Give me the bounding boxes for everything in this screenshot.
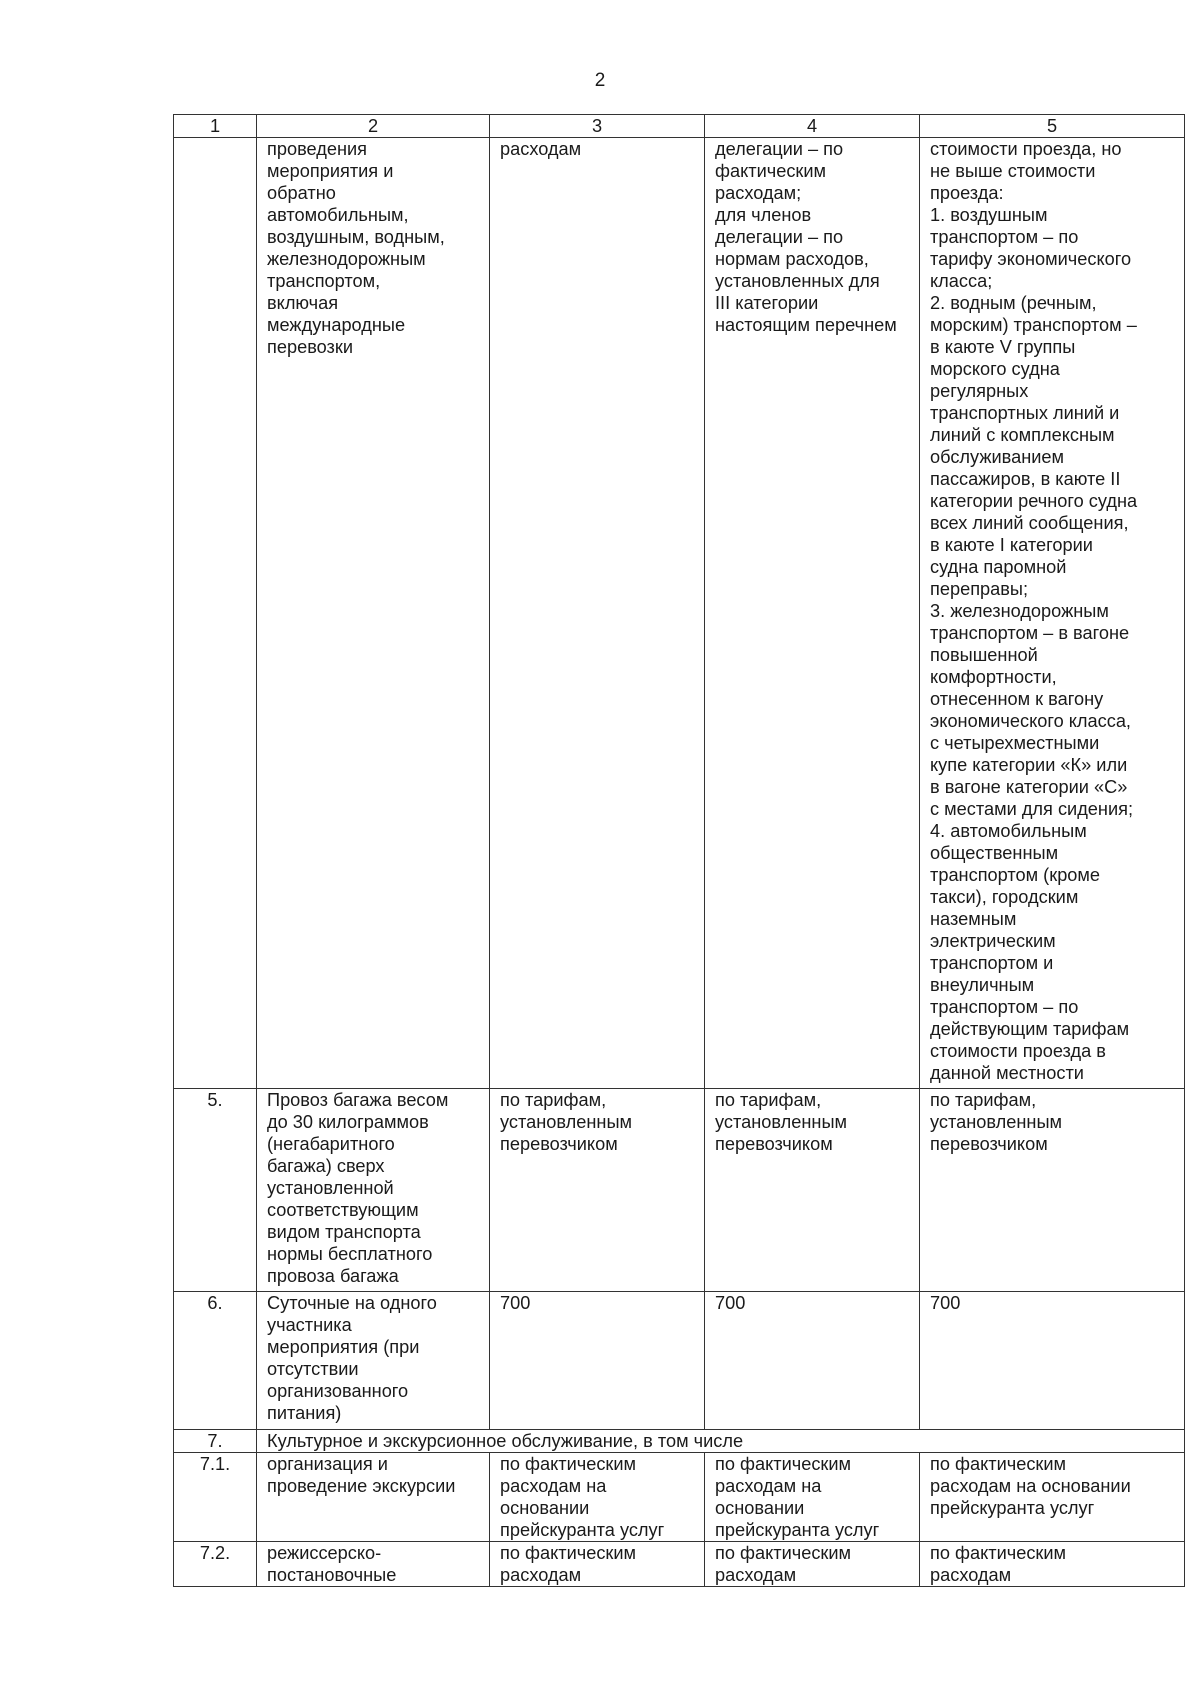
- table-row-travel-continuation: [174, 138, 1185, 1089]
- column-number-cell: 3: [490, 115, 705, 138]
- column-number-cell: 2: [257, 115, 490, 138]
- expense-norms-table: [173, 114, 1185, 1587]
- norm-cell-col4: по фактическим расходам: [705, 1542, 920, 1587]
- row-number-cell: 6.: [174, 1292, 257, 1430]
- table-row-7: [174, 1430, 1185, 1453]
- norm-cell-col5: по тарифам, установленным перевозчиком: [920, 1089, 1185, 1292]
- column-number-cell: 5: [920, 115, 1185, 138]
- row-number-cell: [174, 138, 257, 1089]
- table-row-5: [174, 1089, 1185, 1292]
- norm-cell-col4: по тарифам, установленным перевозчиком: [705, 1089, 920, 1292]
- row-number-cell: 7.1.: [174, 1453, 257, 1542]
- norm-cell-col5: 700: [920, 1292, 1185, 1430]
- column-number-row: [174, 115, 1185, 138]
- norm-cell-col3: по тарифам, установленным перевозчиком: [490, 1089, 705, 1292]
- table-row-6: [174, 1292, 1185, 1430]
- norm-cell-col3: по фактическим расходам: [490, 1542, 705, 1587]
- expense-name-cell: Провоз багажа весом до 30 килограммов (негабаритного багажа) сверх установленной соответствующим видом транспорта нормы бесплатного провоза багажа: [257, 1089, 490, 1292]
- expense-name-cell: организация и проведение экскурсии: [257, 1453, 490, 1542]
- norm-cell-col5: по фактическим расходам: [920, 1542, 1185, 1587]
- norm-cell-col4: 700: [705, 1292, 920, 1430]
- table-row-7-2: [174, 1542, 1185, 1587]
- table-row-7-1: [174, 1453, 1185, 1542]
- norm-cell-col4: по фактическим расходам на основании прейскуранта услуг: [705, 1453, 920, 1542]
- column-number-cell: 1: [174, 115, 257, 138]
- row-number-cell: 5.: [174, 1089, 257, 1292]
- column-number-cell: 4: [705, 115, 920, 138]
- norm-cell-col3: 700: [490, 1292, 705, 1430]
- expense-name-cell: проведения мероприятия и обратно автомобильным, воздушным, водным, железнодорожным транспортом, включая международные перевозки: [257, 138, 490, 1089]
- norm-cell-col5: по фактическим расходам на основании прейскуранта услуг: [920, 1453, 1185, 1542]
- page-number: 2: [594, 70, 606, 91]
- row-number-cell: 7.: [174, 1430, 257, 1453]
- norm-cell-col4: делегации – по фактическим расходам; для членов делегации – по нормам расходов, установленных для III категории настоящим перечнем: [705, 138, 920, 1089]
- section-heading-cell: Культурное и экскурсионное обслуживание, в том числе: [257, 1430, 1185, 1453]
- row-number-cell: 7.2.: [174, 1542, 257, 1587]
- expense-name-cell: Суточные на одного участника мероприятия (при отсутствии организованного питания): [257, 1292, 490, 1430]
- expense-name-cell: режиссерско- постановочные: [257, 1542, 490, 1587]
- norm-cell-col5: стоимости проезда, но не выше стоимости проезда: 1. воздушным транспортом – по тарифу экономического класса; 2. водным (речным, морским) транспортом – в каюте V группы морского судна регулярных транспортных линий и линий с комплексным обслуживанием пассажиров, в каюте II категории речного судна всех линий сообщения, в каюте I категории судна паромной переправы; 3. железнодорожным транспортом – в вагоне повышенной комфортности, отнесенном к вагону экономического класса, с четырехместными купе категории «К» или в вагоне категории «С» с местами для сидения; 4. автомобильным общественным транспортом (кроме такси), городским наземным электрическим транспортом и внеуличным транспортом – по действующим тарифам стоимости проезда в данной местности: [920, 138, 1185, 1089]
- norm-cell-col3: расходам: [490, 138, 705, 1089]
- norm-cell-col3: по фактическим расходам на основании прейскуранта услуг: [490, 1453, 705, 1542]
